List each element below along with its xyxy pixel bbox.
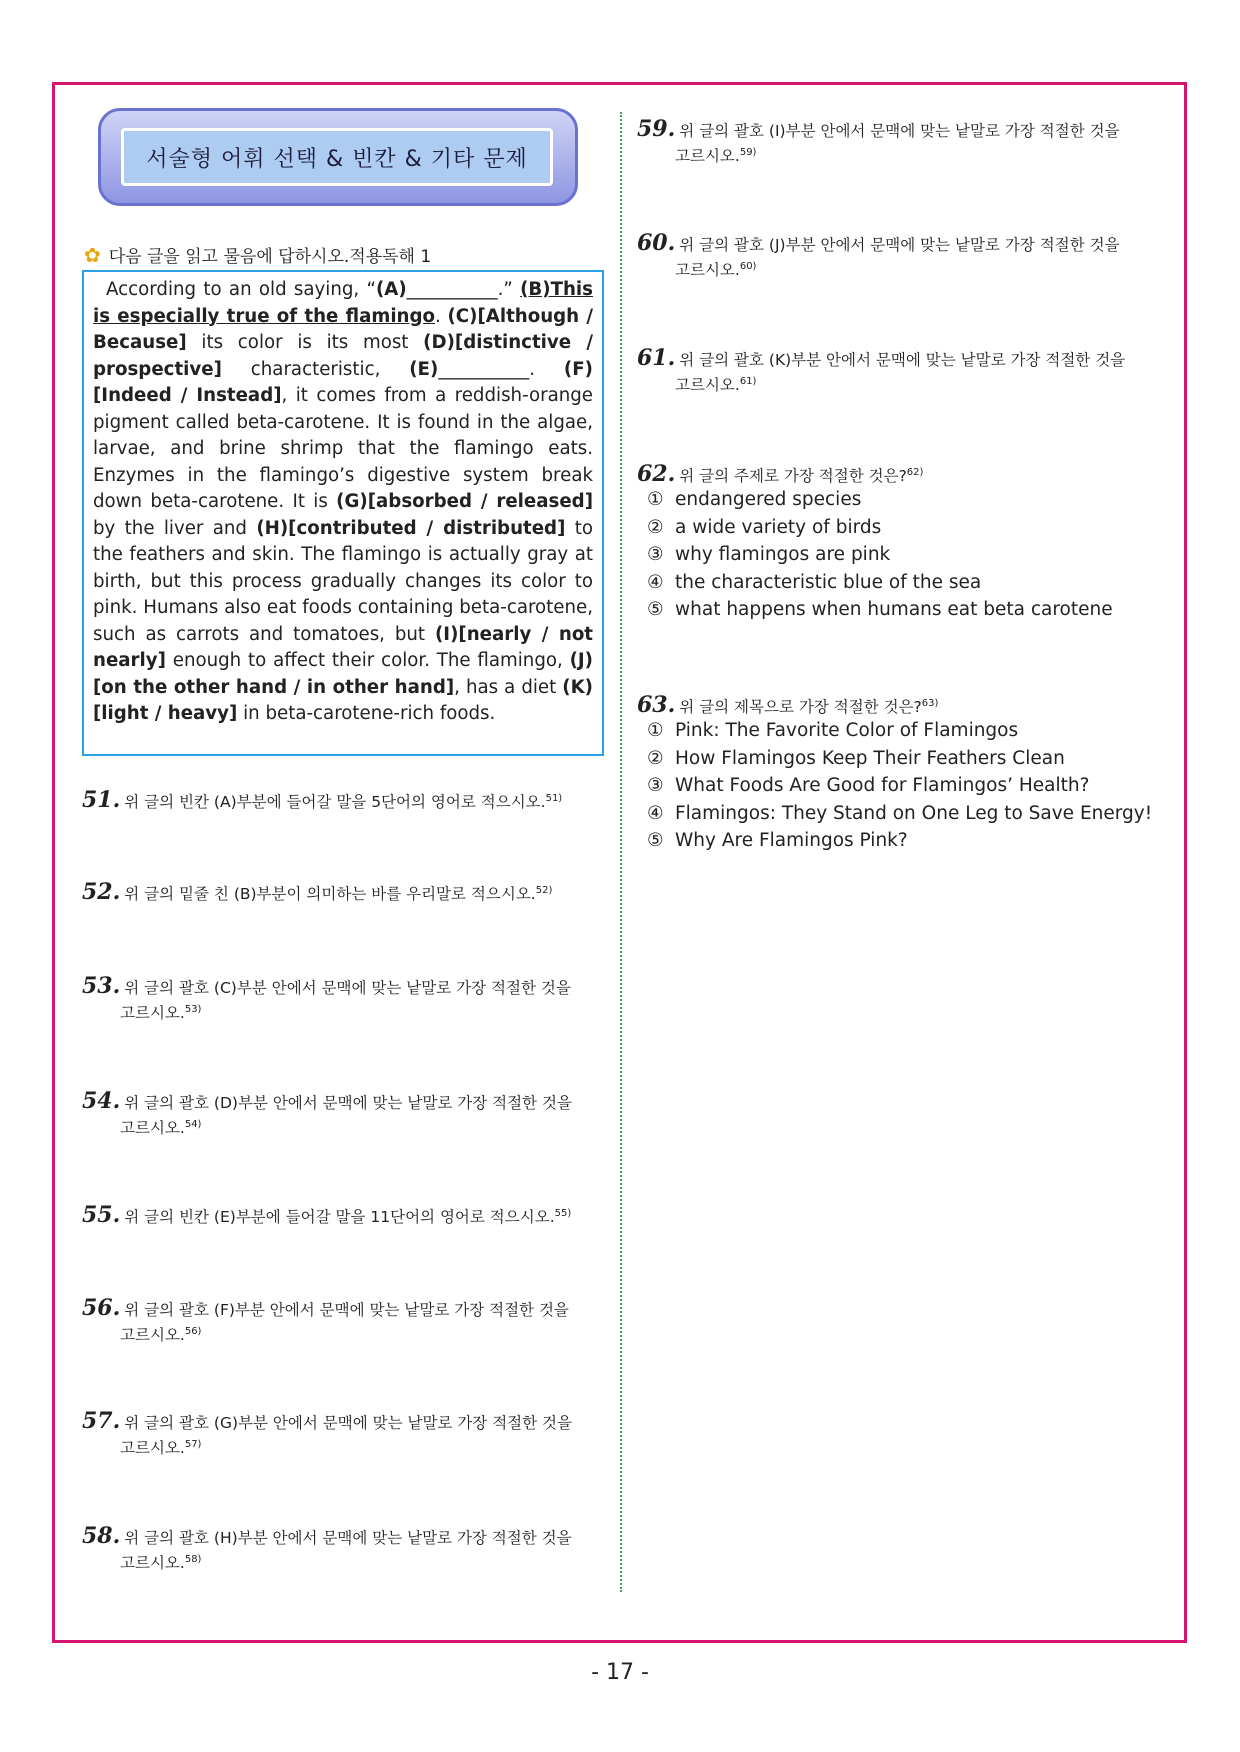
question-text: 위 글의 괄호 (F)부분 안에서 문맥에 맞는 낱말로 가장 적절한 것을	[124, 1301, 569, 1319]
question-63	[637, 693, 1162, 718]
passage-segment: in beta-carotene-rich foods.	[237, 703, 496, 724]
question-57	[82, 1410, 607, 1459]
passage-segment: , has a diet	[454, 676, 563, 698]
section-title: 서술형 어휘 선택 & 빈칸 & 기타 문제	[121, 128, 553, 186]
question-text: 위 글의 빈칸 (E)부분에 들어갈 말을 11단어의 영어로 적으시오.	[124, 1208, 555, 1227]
question-text: 위 글의 괄호 (H)부분 안에서 문맥에 맞는 낱말로 가장 적절한 것을	[124, 1529, 572, 1547]
passage-segment: __________.	[438, 358, 564, 380]
footnote-ref: 60)	[739, 261, 757, 272]
question-number: 52.	[82, 879, 121, 906]
passage-segment: enough to affect their color. The flamingo,	[165, 650, 570, 671]
option[interactable]: ④ the characteristic blue of the sea	[647, 571, 982, 593]
passage-text	[93, 277, 593, 728]
question-number: 51.	[82, 787, 121, 814]
passage-marker: (E)	[409, 358, 439, 380]
question-62	[637, 462, 1162, 487]
passage-marker: (G)[absorbed / released]	[336, 491, 594, 512]
passage-marker: (I)[nearly / not nearly]	[93, 623, 594, 671]
footnote-ref: 59)	[739, 147, 757, 158]
question-number: 59.	[637, 116, 676, 142]
footnote-ref: 63)	[921, 698, 939, 709]
question-number: 63.	[637, 692, 676, 719]
question-number: 57.	[82, 1408, 121, 1434]
passage-segment: , it comes from a reddish-orange pigment called beta-carotene. It is found in the algae, larvae, and brine shrimp that the flamingo eats. Enzymes in the flamingo’s digestive system break down beta-carotene. It is	[93, 385, 593, 512]
question-text: 위 글의 빈칸 (A)부분에 들어갈 말을 5단어의 영어로 적으시오.	[124, 793, 546, 812]
question-number: 56.	[82, 1295, 121, 1321]
passage-segment: According to an old saying, “	[106, 279, 376, 300]
passage-segment: .	[435, 305, 448, 327]
passage-segment: to the feathers and skin. The flamingo is actually gray at birth, but this process gradually changes its color to pink. Humans also eat foods containing beta-carotene, such as carrots and tomatoes, but	[93, 517, 594, 645]
page-number: - 17 -	[591, 1660, 649, 1685]
question-text: 위 글의 제목으로 가장 적절한 것은?	[679, 698, 922, 717]
question-text: 위 글의 괄호 (J)부분 안에서 문맥에 맞는 낱말로 가장 적절한 것을	[679, 236, 1120, 254]
passage-marker: (K)[light / heavy]	[93, 676, 593, 724]
passage-segment: .”	[497, 279, 521, 300]
footnote-ref: 58)	[184, 1554, 202, 1565]
option[interactable]: ③ why flamingos are pink	[647, 544, 891, 565]
option[interactable]: ② a wide variety of birds	[647, 516, 882, 538]
question-continuation: 고르시오.$^{60)}$	[675, 261, 757, 280]
passage-marker: (J)[on the other hand / in other hand]	[93, 650, 593, 698]
question-continuation: 고르시오.$^{57)}$	[120, 1439, 202, 1458]
option[interactable]: ① Pink: The Favorite Color of Flamingos	[647, 720, 1019, 741]
option[interactable]: ④ Flamingos: They Stand on One Leg to Save Energy!	[647, 802, 1153, 824]
question-number: 60.	[637, 230, 676, 256]
question-continuation: 고르시오.$^{59)}$	[675, 147, 757, 166]
reading-passage	[82, 270, 604, 756]
footnote-ref: 57)	[184, 1439, 202, 1450]
passage-segment: its color is its most	[186, 332, 424, 353]
instruction-text: 다음 글을 읽고 물음에 답하시오.적용독해 1	[108, 247, 432, 267]
question-53	[82, 975, 607, 1024]
option[interactable]: ⑤ what happens when humans eat beta carotene	[647, 599, 1113, 620]
question-60	[637, 232, 1162, 281]
question-number: 61.	[637, 345, 676, 371]
question-continuation: 고르시오.$^{58)}$	[120, 1554, 202, 1573]
passage-marker: (B)This is especially true of the flamingo	[93, 279, 593, 327]
footnote-ref: 53)	[184, 1004, 202, 1015]
question-number: 55.	[82, 1202, 121, 1229]
option[interactable]: ① endangered species	[647, 489, 862, 510]
question-continuation: 고르시오.$^{53)}$	[120, 1004, 202, 1023]
question-59	[637, 118, 1162, 167]
passage-marker: (F)[Indeed / Instead]	[93, 358, 593, 406]
question-text: 위 글의 괄호 (C)부분 안에서 문맥에 맞는 낱말로 가장 적절한 것을	[124, 979, 571, 997]
flower-icon: ✿	[84, 242, 101, 267]
question-number: 62.	[637, 461, 676, 488]
footnote-ref: 61)	[739, 376, 757, 387]
question-text: 위 글의 괄호 (G)부분 안에서 문맥에 맞는 낱말로 가장 적절한 것을	[124, 1414, 572, 1432]
option[interactable]: ⑤ Why Are Flamingos Pink?	[647, 830, 908, 851]
question-56	[82, 1297, 607, 1346]
passage-segment: by the liver and	[93, 517, 257, 539]
instruction	[84, 242, 431, 267]
question-text: 위 글의 괄호 (K)부분 안에서 문맥에 맞는 낱말로 가장 적절한 것을	[679, 351, 1126, 369]
passage-marker: (D)[distinctive / prospective]	[93, 332, 593, 380]
passage-segment: characteristic,	[221, 358, 410, 380]
passage-segment: __________	[406, 279, 498, 300]
question-text: 위 글의 밑줄 친 (B)부분이 의미하는 바를 우리말로 적으시오.	[124, 885, 536, 904]
question-58	[82, 1525, 607, 1574]
option[interactable]: ② How Flamingos Keep Their Feathers Clean	[647, 747, 1065, 769]
question-number: 54.	[82, 1088, 121, 1114]
passage-marker: (A)	[375, 279, 407, 300]
options-62	[647, 486, 1167, 624]
question-54	[82, 1090, 607, 1139]
footnote-ref: 51)	[545, 793, 563, 804]
section-title-box	[98, 108, 578, 206]
question-51	[82, 788, 607, 813]
question-number: 58.	[82, 1523, 121, 1549]
question-text: 위 글의 괄호 (I)부분 안에서 문맥에 맞는 낱말로 가장 적절한 것을	[679, 122, 1120, 140]
option[interactable]: ③ What Foods Are Good for Flamingos’ Health?	[647, 775, 1090, 796]
question-continuation: 고르시오.$^{54)}$	[120, 1119, 202, 1138]
question-number: 53.	[82, 973, 121, 999]
footnote-ref: 52)	[535, 885, 553, 896]
question-text: 위 글의 괄호 (D)부분 안에서 문맥에 맞는 낱말로 가장 적절한 것을	[124, 1094, 572, 1112]
footnote-ref: 62)	[906, 467, 924, 478]
question-text: 위 글의 주제로 가장 적절한 것은?	[679, 467, 907, 486]
options-63	[647, 717, 1167, 855]
passage-marker: (H)[contributed / distributed]	[256, 517, 566, 539]
footnote-ref: 56)	[184, 1326, 202, 1337]
question-continuation: 고르시오.$^{56)}$	[120, 1326, 202, 1345]
question-continuation: 고르시오.$^{61)}$	[675, 376, 757, 395]
question-61	[637, 347, 1162, 396]
footnote-ref: 54)	[184, 1119, 202, 1130]
question-52	[82, 880, 607, 905]
footnote-ref: 55)	[554, 1208, 572, 1219]
passage-marker: (C)[Although / Because]	[93, 305, 593, 353]
question-55	[82, 1203, 607, 1228]
column-divider	[620, 112, 622, 1592]
